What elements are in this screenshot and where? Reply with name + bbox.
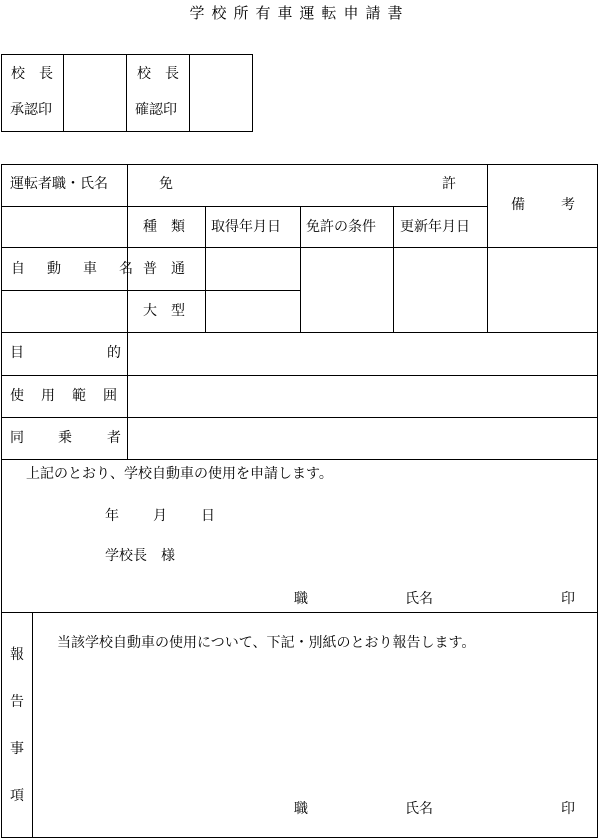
passengers-label-1: 同 — [10, 430, 24, 446]
applicant-name-label: 氏名 — [405, 591, 433, 607]
date-year-label: 年 — [105, 508, 119, 524]
date-day-label: 日 — [201, 508, 215, 524]
usage-range-text: 使用範囲 — [10, 388, 134, 404]
applicant-post-label: 職 — [294, 591, 308, 607]
vehicle-name-text: 自動車名 — [11, 261, 155, 277]
principal-approval-seal-label: 承認印 — [10, 102, 52, 118]
report-label-2: 告 — [10, 694, 24, 710]
reporter-post-label: 職 — [294, 801, 308, 817]
usage-range-field[interactable] — [128, 376, 597, 417]
renewal-date-header: 更新年月日 — [400, 219, 470, 235]
applicant-seal-label: 印 — [561, 591, 575, 607]
date-month-label: 月 — [153, 508, 167, 524]
regular-license-label: 普 通 — [143, 261, 185, 277]
report-details-field[interactable] — [33, 660, 597, 790]
principal-confirm-seal-box[interactable] — [190, 55, 252, 131]
reporter-name-label: 氏名 — [405, 801, 433, 817]
usage-range-label — [10, 389, 134, 403]
report-label-4: 項 — [10, 788, 24, 804]
acquired-date-header: 取得年月日 — [211, 219, 281, 235]
principal-approval-label: 校 長 — [11, 66, 53, 82]
license-conditions-header: 免許の条件 — [306, 219, 376, 235]
passengers-label-2: 乗 — [58, 430, 72, 446]
license-type-header: 種 類 — [143, 219, 185, 235]
reporter-seal-label: 印 — [561, 801, 575, 817]
purpose-field[interactable] — [128, 333, 597, 375]
principal-confirm-seal-label: 確認印 — [135, 102, 177, 118]
remarks-header-left: 備 — [511, 197, 525, 213]
passengers-field[interactable] — [128, 418, 597, 459]
page-title: 学校所有車運転申請書 — [189, 4, 410, 22]
passengers-label-3: 者 — [107, 430, 121, 446]
large-license-label: 大 型 — [143, 303, 185, 319]
addressee-label: 学校長 様 — [105, 548, 175, 564]
report-statement: 当該学校自動車の使用について、下記・別紙のとおり報告します。 — [57, 635, 476, 651]
application-statement: 上記のとおり、学校自動車の使用を申請します。 — [26, 466, 333, 482]
license-header-left: 免 — [159, 176, 173, 192]
purpose-label-left: 目 — [10, 345, 24, 361]
driver-name-label: 運転者職・氏名 — [10, 176, 108, 192]
remarks-header-right: 考 — [561, 197, 575, 213]
purpose-label-right: 的 — [107, 345, 121, 361]
report-label-3: 事 — [10, 741, 24, 757]
principal-confirm-label: 校 長 — [137, 66, 179, 82]
vehicle-name-label — [11, 261, 155, 277]
principal-approval-seal-box[interactable] — [64, 55, 126, 131]
report-label-1: 報 — [10, 647, 24, 663]
license-header-right: 許 — [442, 176, 456, 192]
